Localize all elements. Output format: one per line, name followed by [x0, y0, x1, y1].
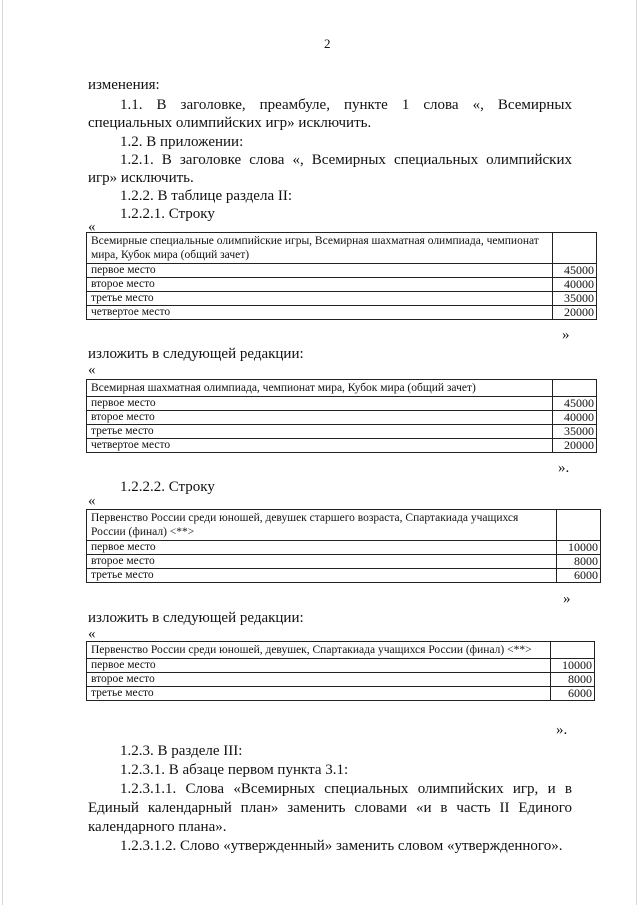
- place-cell: третье место: [87, 569, 557, 583]
- table-row: [87, 425, 597, 439]
- paragraph-1-1-line1: 1.1. В заголовке, преамбуле, пункте 1 слова «, Всемирных: [120, 97, 572, 113]
- paragraph-1-2-3-1-1-line3: календарного плана».: [88, 819, 227, 835]
- value-cell: 20000: [553, 439, 597, 453]
- table-new-russia-championship: [86, 641, 595, 701]
- table-header-cell: Всемирная шахматная олимпиада, чемпионат мира, Кубок мира (общий зачет): [87, 380, 553, 397]
- paragraph-1-2-1-line2: игр» исключить.: [88, 170, 194, 186]
- place-cell: первое место: [87, 541, 557, 555]
- table-row: [87, 292, 597, 306]
- table-row: [87, 278, 597, 292]
- place-cell: второе место: [87, 278, 553, 292]
- table-header-value-cell: [553, 233, 597, 264]
- paragraph-1-2: 1.2. В приложении:: [120, 134, 244, 150]
- open-quote: «: [88, 626, 96, 642]
- place-cell: второе место: [87, 673, 551, 687]
- table-row: [87, 541, 601, 555]
- table-row: [87, 439, 597, 453]
- table-row: [87, 673, 595, 687]
- table-header-row: [87, 642, 595, 659]
- value-cell: 6000: [551, 687, 595, 701]
- paragraph-new-edition: изложить в следующей редакции:: [88, 346, 304, 362]
- value-cell: 35000: [553, 425, 597, 439]
- table-header-value-cell: [553, 380, 597, 397]
- paragraph-1-2-2-1: 1.2.2.1. Строку: [120, 206, 215, 222]
- value-cell: 8000: [557, 555, 601, 569]
- place-cell: второе место: [87, 411, 553, 425]
- paragraph-new-edition: изложить в следующей редакции:: [88, 610, 304, 626]
- scan-edge-right: [636, 0, 637, 905]
- place-cell: третье место: [87, 292, 553, 306]
- place-cell: второе место: [87, 555, 557, 569]
- place-cell: первое место: [87, 659, 551, 673]
- close-quote: »: [563, 591, 571, 607]
- paragraph-1-2-2: 1.2.2. В таблице раздела II:: [120, 188, 293, 204]
- close-quote-dot: ».: [558, 460, 570, 476]
- table-original-world-games: [86, 232, 597, 320]
- table-header-row: [87, 233, 597, 264]
- paragraph-1-2-3-1: 1.2.3.1. В абзаце первом пункта 3.1:: [120, 762, 349, 778]
- paragraph-1-2-3-1-1-line1: 1.2.3.1.1. Слова «Всемирных специальных олимпийских игр, и в: [120, 781, 572, 797]
- table-header-value-cell: [551, 642, 595, 659]
- table-row: [87, 569, 601, 583]
- table-row: [87, 397, 597, 411]
- table-row: [87, 659, 595, 673]
- table-header-value-cell: [557, 510, 601, 541]
- open-quote: «: [88, 493, 96, 509]
- value-cell: 35000: [553, 292, 597, 306]
- table-row: [87, 687, 595, 701]
- value-cell: 10000: [557, 541, 601, 555]
- paragraph-1-2-1-line1: 1.2.1. В заголовке слова «, Всемирных специальных олимпийских: [120, 152, 572, 168]
- value-cell: 20000: [553, 306, 597, 320]
- table-original-russia-championship: [86, 509, 601, 583]
- table-row: [87, 306, 597, 320]
- value-cell: 40000: [553, 411, 597, 425]
- table-header-row: [87, 510, 601, 541]
- paragraph-1-2-3-1-2: 1.2.3.1.2. Слово «утвержденный» заменить словом «утвержденного».: [120, 838, 563, 854]
- paragraph-1-2-2-2: 1.2.2.2. Строку: [120, 479, 215, 495]
- paragraph-changes: изменения:: [88, 77, 160, 93]
- place-cell: первое место: [87, 264, 553, 278]
- table-new-world-games: [86, 379, 597, 453]
- value-cell: 6000: [557, 569, 601, 583]
- place-cell: третье место: [87, 687, 551, 701]
- open-quote: «: [88, 219, 96, 235]
- paragraph-1-1-line2: специальных олимпийских игр» исключить.: [88, 115, 372, 131]
- close-quote-dot: ».: [556, 722, 568, 738]
- place-cell: четвертое место: [87, 306, 553, 320]
- value-cell: 45000: [553, 264, 597, 278]
- value-cell: 40000: [553, 278, 597, 292]
- table-row: [87, 555, 601, 569]
- place-cell: четвертое место: [87, 439, 553, 453]
- value-cell: 8000: [551, 673, 595, 687]
- table-header-cell: Первенство России среди юношей, девушек старшего возраста, Спартакиада учащихся России (финал) <**>: [87, 510, 557, 541]
- table-row: [87, 411, 597, 425]
- table-row: [87, 264, 597, 278]
- place-cell: третье место: [87, 425, 553, 439]
- table-header-row: [87, 380, 597, 397]
- value-cell: 10000: [551, 659, 595, 673]
- place-cell: первое место: [87, 397, 553, 411]
- close-quote: »: [562, 327, 570, 343]
- table-header-cell: Всемирные специальные олимпийские игры, Всемирная шахматная олимпиада, чемпионат мира, Кубок мира (общий зачет): [87, 233, 553, 264]
- scan-edge-left: [2, 0, 3, 905]
- paragraph-1-2-3-1-1-line2: Единый календарный план» заменить словами «и в часть II Единого: [88, 800, 572, 816]
- table-header-cell: Первенство России среди юношей, девушек, Спартакиада учащихся России (финал) <**>: [87, 642, 551, 659]
- open-quote: «: [88, 362, 96, 378]
- value-cell: 45000: [553, 397, 597, 411]
- paragraph-1-2-3: 1.2.3. В разделе III:: [120, 743, 243, 759]
- page-number: 2: [324, 36, 331, 51]
